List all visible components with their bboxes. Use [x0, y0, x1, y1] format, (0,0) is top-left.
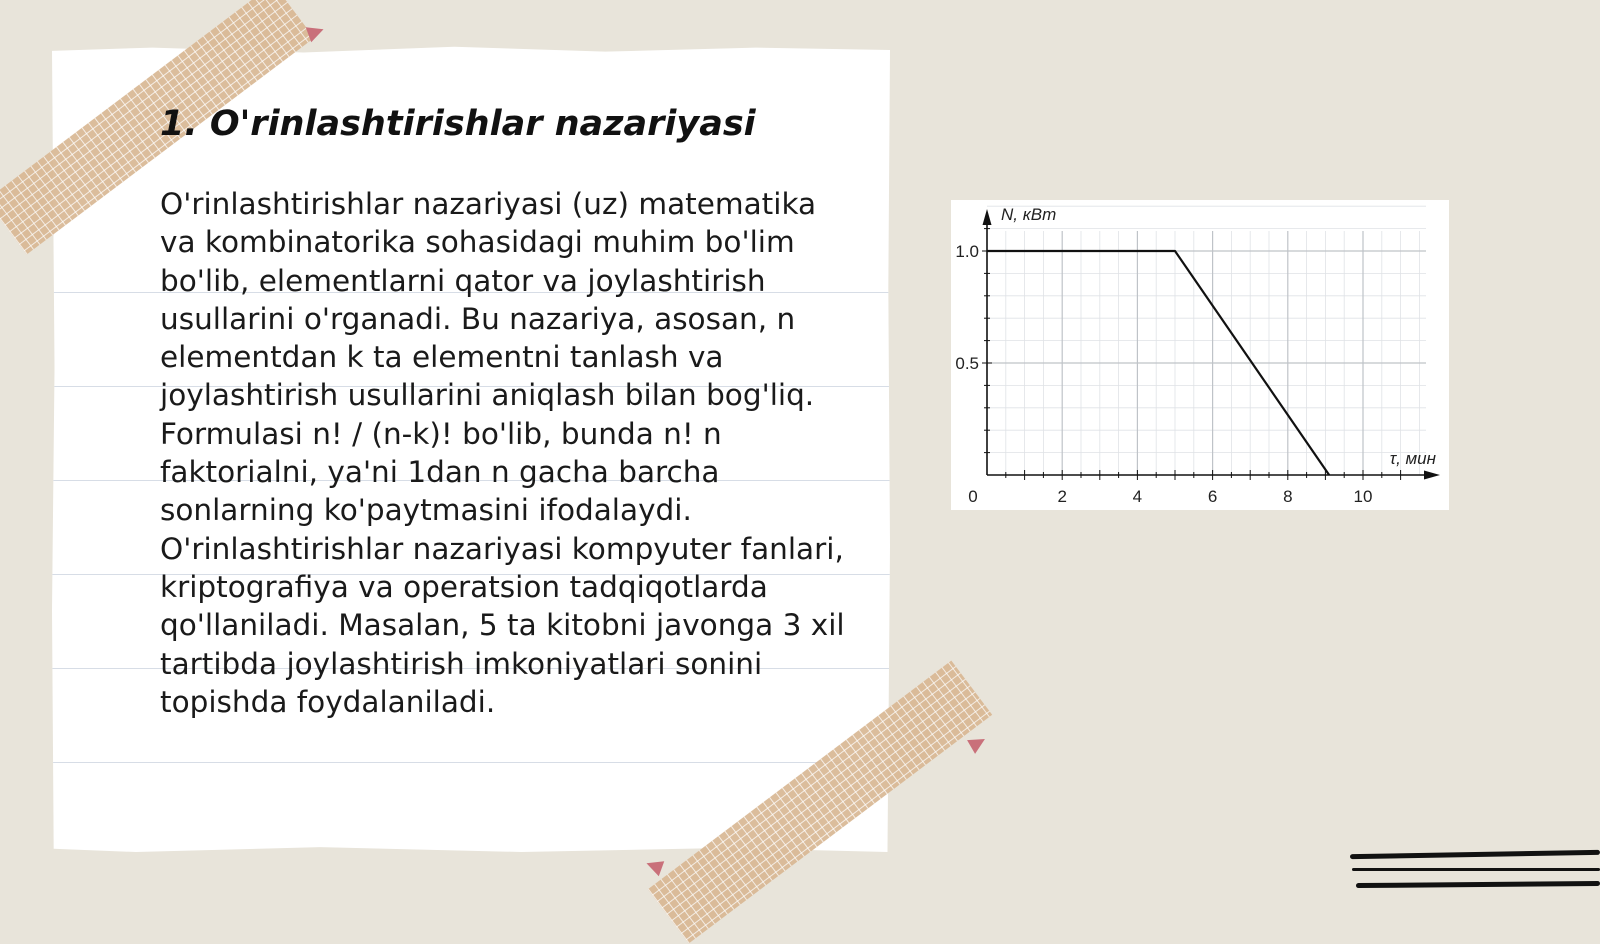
- slide-title: 1. O'rinlashtirishlar nazariyasi: [160, 104, 756, 144]
- tape-tip-decoration: [644, 856, 665, 877]
- decorative-stroke: [1350, 850, 1600, 859]
- y-axis-label: N, кВт: [1001, 205, 1056, 224]
- origin-label: 0: [968, 487, 977, 506]
- paper-rule-line: [52, 762, 890, 763]
- decorative-stroke: [1352, 868, 1600, 871]
- x-tick-label: 4: [1133, 487, 1142, 506]
- decorative-stroke: [1356, 881, 1600, 888]
- y-tick-label: 1.0: [955, 242, 979, 261]
- x-tick-label: 2: [1057, 487, 1066, 506]
- tape-tip-decoration: [967, 732, 989, 754]
- power-time-chart: [951, 200, 1449, 510]
- x-tick-label: 8: [1283, 487, 1292, 506]
- slide-body-text: O'rinlashtirishlar nazariyasi (uz) matematika va kombinatorika sohasidagi muhim bo'lim bo'lib, elementlarni qator va joylashtirish usullarini o'rganadi. Bu nazariya, asosan, n elementdan k ta elementni tanlash va joylashtirish usullarini aniqlash bilan bog'liq. Formulasi n! / (n-k)! bo'lib, bunda n! n faktorialni, ya'ni 1dan n gacha barcha sonlarning ko'paytmasini ifodalaydi. O'rinlashtirishlar nazariyasi kompyuter fanlari, kriptografiya va operatsion tadqiqotlarda qo'llaniladi. Masalan, 5 ta kitobni javonga 3 xil tartibda joylashtirish imkoniyatlari sonini topishda foydalaniladi.: [160, 185, 850, 721]
- x-tick-label: 10: [1354, 487, 1373, 506]
- y-tick-label: 0.5: [955, 354, 979, 373]
- x-tick-label: 6: [1208, 487, 1217, 506]
- y-axis-arrow: [983, 209, 992, 225]
- x-axis-arrow: [1424, 471, 1440, 480]
- x-axis-label: τ, мин: [1390, 449, 1437, 468]
- chart-panel: [951, 200, 1449, 510]
